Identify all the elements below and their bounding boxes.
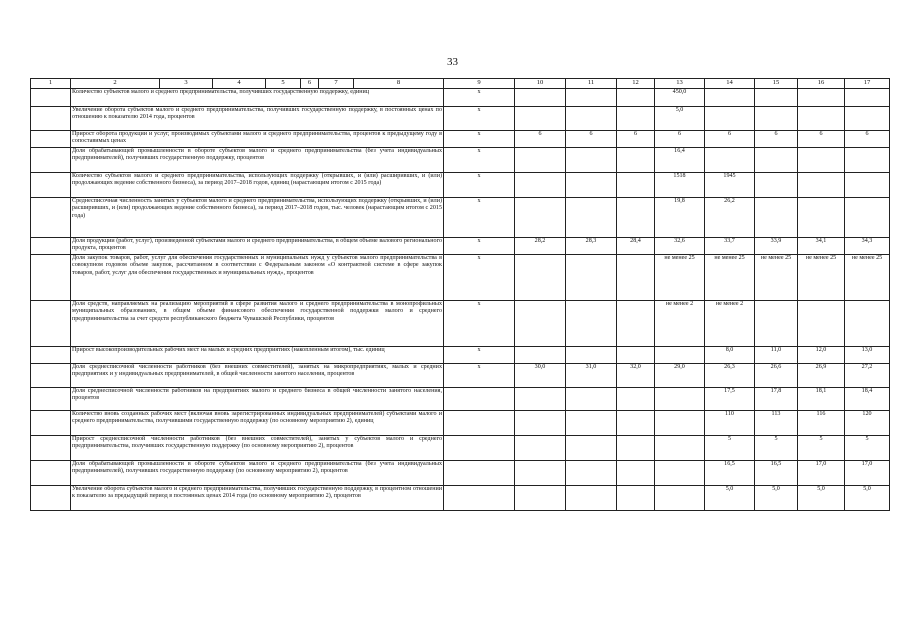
indicator-value-10: [515, 410, 566, 435]
indicator-value-10: [515, 346, 566, 363]
indicator-value-15: [755, 197, 798, 237]
indicator-value-13: [655, 410, 705, 435]
column-header: 5: [266, 79, 301, 89]
indicator-value-16: [798, 172, 845, 197]
indicator-value-10: 30,0: [515, 363, 566, 387]
indicator-value-12: [617, 147, 655, 172]
indicator-value-13: 32,6: [655, 237, 705, 254]
indicator-value-14: 17,5: [705, 387, 755, 410]
empty-cell: [31, 387, 71, 410]
indicator-value-14: 5: [705, 435, 755, 460]
indicator-value-13: 29,0: [655, 363, 705, 387]
table-row: [31, 130, 890, 147]
indicator-marker: x: [444, 106, 515, 130]
indicator-value-17: 17,0: [845, 460, 890, 485]
column-header: 7: [319, 79, 354, 89]
table-row: [31, 363, 890, 387]
indicator-value-16: [798, 147, 845, 172]
indicator-value-17: [845, 88, 890, 106]
empty-cell: [31, 237, 71, 254]
indicator-value-11: [566, 460, 617, 485]
indicator-value-15: 26,6: [755, 363, 798, 387]
indicator-value-17: 13,0: [845, 346, 890, 363]
indicator-description: Доля среднесписочной численности работников (без внешних совместителей), занятых на микропредприятиях, малых и средних предприятиях и у индивидуальных предпринимателей, в общей численности занятого населения, процентов: [71, 363, 444, 387]
indicator-value-17: [845, 172, 890, 197]
table-row: [31, 88, 890, 106]
empty-cell: [31, 346, 71, 363]
indicator-value-16: 6: [798, 130, 845, 147]
column-header: 1: [31, 79, 71, 89]
indicator-marker: x: [444, 88, 515, 106]
indicator-description: Доля обрабатывающей промышленности в обороте субъектов малого и среднего предпринимательства (без учета индивидуальных предпринимателей), получивших государственную поддержку (по основному мероприятию 2), процентов: [71, 460, 444, 485]
indicator-description: Доля закупок товаров, работ, услуг для обеспечения государственных и муниципальных нужд у субъектов малого предпринимательства в совокупном годовом объеме закупок, рассчитанном в соответствии с Федеральным законом «О контрактной системе в сфере закупок товаров, работ, услуг для обеспечения государственных и муниципальных нужд», процентов: [71, 254, 444, 300]
indicator-value-14: 16,5: [705, 460, 755, 485]
table-row: [31, 197, 890, 237]
indicator-value-12: 28,4: [617, 237, 655, 254]
indicator-value-17: 120: [845, 410, 890, 435]
column-header: 6: [301, 79, 319, 89]
indicator-value-12: [617, 254, 655, 300]
indicator-value-15: [755, 300, 798, 346]
indicator-value-11: [566, 106, 617, 130]
indicator-value-15: не менее 25: [755, 254, 798, 300]
column-header: 12: [617, 79, 655, 89]
indicator-value-14: 8,0: [705, 346, 755, 363]
indicator-value-13: [655, 346, 705, 363]
indicator-value-16: 17,0: [798, 460, 845, 485]
column-header: 11: [566, 79, 617, 89]
indicator-value-16: 26,9: [798, 363, 845, 387]
indicator-value-17: не менее 25: [845, 254, 890, 300]
indicator-description: Увеличение оборота субъектов малого и среднего предпринимательства, получивших государственную поддержку, в процентном отношении к показателю за предыдущий период в постоянных ценах 2014 года (по основному мероприятию 2), процентов: [71, 485, 444, 510]
indicator-value-12: [617, 88, 655, 106]
table-row: [31, 460, 890, 485]
indicator-value-15: 6: [755, 130, 798, 147]
indicator-value-15: 113: [755, 410, 798, 435]
indicator-value-17: 5,0: [845, 485, 890, 510]
empty-cell: [31, 460, 71, 485]
indicator-value-17: 34,3: [845, 237, 890, 254]
indicator-value-13: [655, 387, 705, 410]
empty-cell: [31, 435, 71, 460]
indicator-description: Прирост среднесписочной численности работников (без внешних совместителей), занятых у субъектов малого и среднего предпринимательства, получивших государственную поддержку (по основному мероприятию 2), процентов: [71, 435, 444, 460]
indicator-marker: x: [444, 237, 515, 254]
indicator-value-11: 31,0: [566, 363, 617, 387]
empty-cell: [31, 106, 71, 130]
empty-cell: [31, 254, 71, 300]
table-row: [31, 172, 890, 197]
empty-cell: [31, 485, 71, 510]
indicator-description: Доля обрабатывающей промышленности в обороте субъектов малого и среднего предпринимательства (без учета индивидуальных предпринимателей), получивших государственную поддержку, процентов: [71, 147, 444, 172]
indicator-value-15: 11,0: [755, 346, 798, 363]
indicator-value-15: 5,0: [755, 485, 798, 510]
indicator-value-16: [798, 197, 845, 237]
indicator-value-11: 6: [566, 130, 617, 147]
indicator-value-10: 6: [515, 130, 566, 147]
indicator-value-12: 6: [617, 130, 655, 147]
indicator-value-15: [755, 172, 798, 197]
indicator-value-10: [515, 88, 566, 106]
indicator-value-16: 34,1: [798, 237, 845, 254]
indicator-value-10: [515, 197, 566, 237]
indicator-value-17: [845, 147, 890, 172]
indicator-value-11: [566, 300, 617, 346]
indicator-value-13: 19,8: [655, 197, 705, 237]
indicator-value-11: [566, 172, 617, 197]
column-header: 13: [655, 79, 705, 89]
indicator-marker: x: [444, 197, 515, 237]
indicator-value-13: [655, 435, 705, 460]
column-header: 17: [845, 79, 890, 89]
indicator-value-10: [515, 106, 566, 130]
indicator-value-12: [617, 410, 655, 435]
table-row: [31, 147, 890, 172]
indicator-value-16: [798, 106, 845, 130]
indicator-marker: x: [444, 254, 515, 300]
indicator-value-10: [515, 485, 566, 510]
indicator-value-11: 28,3: [566, 237, 617, 254]
indicator-value-14: 33,7: [705, 237, 755, 254]
indicator-marker: x: [444, 346, 515, 363]
indicator-value-12: [617, 346, 655, 363]
indicator-value-14: 26,3: [705, 363, 755, 387]
table-header-row: [31, 79, 890, 89]
indicator-value-13: 1518: [655, 172, 705, 197]
indicator-description: Доля продукции (работ, услуг), произведенной субъектами малого и среднего предпринимательства, в общем объеме валового регионального продукта, процентов: [71, 237, 444, 254]
indicator-value-17: 18,4: [845, 387, 890, 410]
column-header: 3: [160, 79, 213, 89]
indicator-value-17: 6: [845, 130, 890, 147]
column-header: 4: [213, 79, 266, 89]
indicator-value-11: [566, 387, 617, 410]
indicator-value-15: 17,8: [755, 387, 798, 410]
indicator-description: Количество субъектов малого и среднего предпринимательства, получивших государственную поддержку, единиц: [71, 88, 444, 106]
indicator-value-16: 116: [798, 410, 845, 435]
empty-cell: [31, 410, 71, 435]
indicator-value-11: [566, 410, 617, 435]
indicator-marker: x: [444, 147, 515, 172]
indicator-value-12: 32,0: [617, 363, 655, 387]
indicator-value-10: [515, 147, 566, 172]
indicator-value-15: 16,5: [755, 460, 798, 485]
indicator-value-15: 5: [755, 435, 798, 460]
indicator-value-17: [845, 300, 890, 346]
indicator-value-14: 26,2: [705, 197, 755, 237]
indicator-marker: x: [444, 300, 515, 346]
page-number: 33: [447, 56, 458, 68]
table-row: [31, 387, 890, 410]
indicator-value-10: [515, 254, 566, 300]
indicator-value-14: не менее 25: [705, 254, 755, 300]
empty-cell: [31, 300, 71, 346]
empty-cell: [31, 130, 71, 147]
table-row: [31, 254, 890, 300]
indicator-value-12: [617, 460, 655, 485]
indicator-value-14: 6: [705, 130, 755, 147]
indicator-value-10: [515, 460, 566, 485]
column-header: 9: [444, 79, 515, 89]
table-row: [31, 237, 890, 254]
indicator-value-13: не менее 25: [655, 254, 705, 300]
column-header: 16: [798, 79, 845, 89]
indicator-value-16: 5: [798, 435, 845, 460]
indicator-value-11: [566, 197, 617, 237]
table-row: [31, 346, 890, 363]
indicator-marker: [444, 387, 515, 410]
indicator-value-13: [655, 460, 705, 485]
indicator-value-12: [617, 172, 655, 197]
indicator-value-12: [617, 387, 655, 410]
indicator-value-13: 5,0: [655, 106, 705, 130]
indicator-value-10: [515, 172, 566, 197]
empty-cell: [31, 197, 71, 237]
indicator-description: Количество субъектов малого и среднего предпринимательства, использующих поддержку (открывших, и (или) расширивших, и (или) продолжающих ведение собственного бизнеса), за период 2017–2018 годов, единиц (нарастающим итогом с 2015 года): [71, 172, 444, 197]
indicator-value-17: [845, 197, 890, 237]
indicator-description: Доля среднесписочной численности работников на предприятиях малого и среднего бизнеса в общей численности занятого населения, процентов: [71, 387, 444, 410]
indicator-value-14: не менее 2: [705, 300, 755, 346]
indicator-value-11: [566, 435, 617, 460]
indicator-description: Количество вновь созданных рабочих мест (включая вновь зарегистрированных индивидуальных предпринимателей) субъектами малого и среднего предпринимательства, получившими государственную поддержку (по основному мероприятию 2), единиц: [71, 410, 444, 435]
indicator-value-14: [705, 147, 755, 172]
indicator-value-13: не менее 2: [655, 300, 705, 346]
indicator-value-12: [617, 106, 655, 130]
table-row: [31, 485, 890, 510]
column-header: 14: [705, 79, 755, 89]
indicator-value-11: [566, 346, 617, 363]
indicator-marker: [444, 435, 515, 460]
indicator-value-17: 27,2: [845, 363, 890, 387]
indicator-value-17: [845, 106, 890, 130]
indicator-value-15: [755, 147, 798, 172]
indicator-description: Среднесписочная численность занятых у субъектов малого и среднего предпринимательства, использующих поддержку (открывших, и (или) расширивших, и (или) продолжающих ведение собственного бизнеса), за период 2017–2018 годов, тыс. человек (нарастающим итогом с 2015 года): [71, 197, 444, 237]
table-row: [31, 410, 890, 435]
empty-cell: [31, 363, 71, 387]
indicator-value-16: 5,0: [798, 485, 845, 510]
table-row: [31, 106, 890, 130]
indicator-description: Прирост оборота продукции и услуг, производимых субъектами малого и среднего предпринимательства, процентов к предыдущему году в сопоставимых ценах: [71, 130, 444, 147]
indicator-value-14: [705, 88, 755, 106]
indicator-marker: x: [444, 130, 515, 147]
indicator-value-10: [515, 435, 566, 460]
indicator-value-16: не менее 25: [798, 254, 845, 300]
indicator-value-14: 1945: [705, 172, 755, 197]
indicator-marker: x: [444, 363, 515, 387]
indicator-value-16: 12,0: [798, 346, 845, 363]
indicator-description: Прирост высокопроизводительных рабочих мест на малых и средних предприятиях (накопленным итогом), тыс. единиц: [71, 346, 444, 363]
indicator-value-13: [655, 485, 705, 510]
indicator-value-14: 5,0: [705, 485, 755, 510]
table-row: [31, 300, 890, 346]
indicator-value-15: [755, 88, 798, 106]
indicator-value-13: 6: [655, 130, 705, 147]
indicator-value-12: [617, 300, 655, 346]
indicator-value-14: [705, 106, 755, 130]
indicator-value-15: [755, 106, 798, 130]
indicator-value-13: 16,4: [655, 147, 705, 172]
table-row: [31, 435, 890, 460]
indicator-marker: [444, 410, 515, 435]
indicator-description: Увеличение оборота субъектов малого и среднего предпринимательства, получивших государственную поддержку, в постоянных ценах по отношению к показателю 2014 года, процентов: [71, 106, 444, 130]
indicator-marker: [444, 485, 515, 510]
indicator-value-12: [617, 435, 655, 460]
column-header: 15: [755, 79, 798, 89]
column-header: 2: [71, 79, 160, 89]
indicator-value-12: [617, 197, 655, 237]
indicator-value-11: [566, 88, 617, 106]
empty-cell: [31, 88, 71, 106]
indicator-value-14: 110: [705, 410, 755, 435]
indicator-value-13: 450,0: [655, 88, 705, 106]
empty-cell: [31, 172, 71, 197]
indicator-marker: [444, 460, 515, 485]
indicator-value-10: [515, 387, 566, 410]
indicator-marker: x: [444, 172, 515, 197]
indicator-value-10: 28,2: [515, 237, 566, 254]
indicators-table: [30, 78, 890, 511]
indicator-value-17: 5: [845, 435, 890, 460]
indicator-value-12: [617, 485, 655, 510]
indicator-value-11: [566, 147, 617, 172]
indicator-description: Доля средств, направляемых на реализацию мероприятий в сфере развития малого и среднего предпринимательства в монопрофильных муниципальных образованиях, в общем объеме финансового обеспечения государственной поддержки малого и среднего предпринимательства за счет средств республиканского бюджета Чувашской Республики, процентов: [71, 300, 444, 346]
column-header: 8: [354, 79, 444, 89]
indicator-value-11: [566, 485, 617, 510]
indicator-value-16: [798, 300, 845, 346]
indicator-value-10: [515, 300, 566, 346]
indicator-value-15: 33,9: [755, 237, 798, 254]
indicator-value-11: [566, 254, 617, 300]
column-header: 10: [515, 79, 566, 89]
indicator-value-16: 18,1: [798, 387, 845, 410]
indicator-value-16: [798, 88, 845, 106]
empty-cell: [31, 147, 71, 172]
